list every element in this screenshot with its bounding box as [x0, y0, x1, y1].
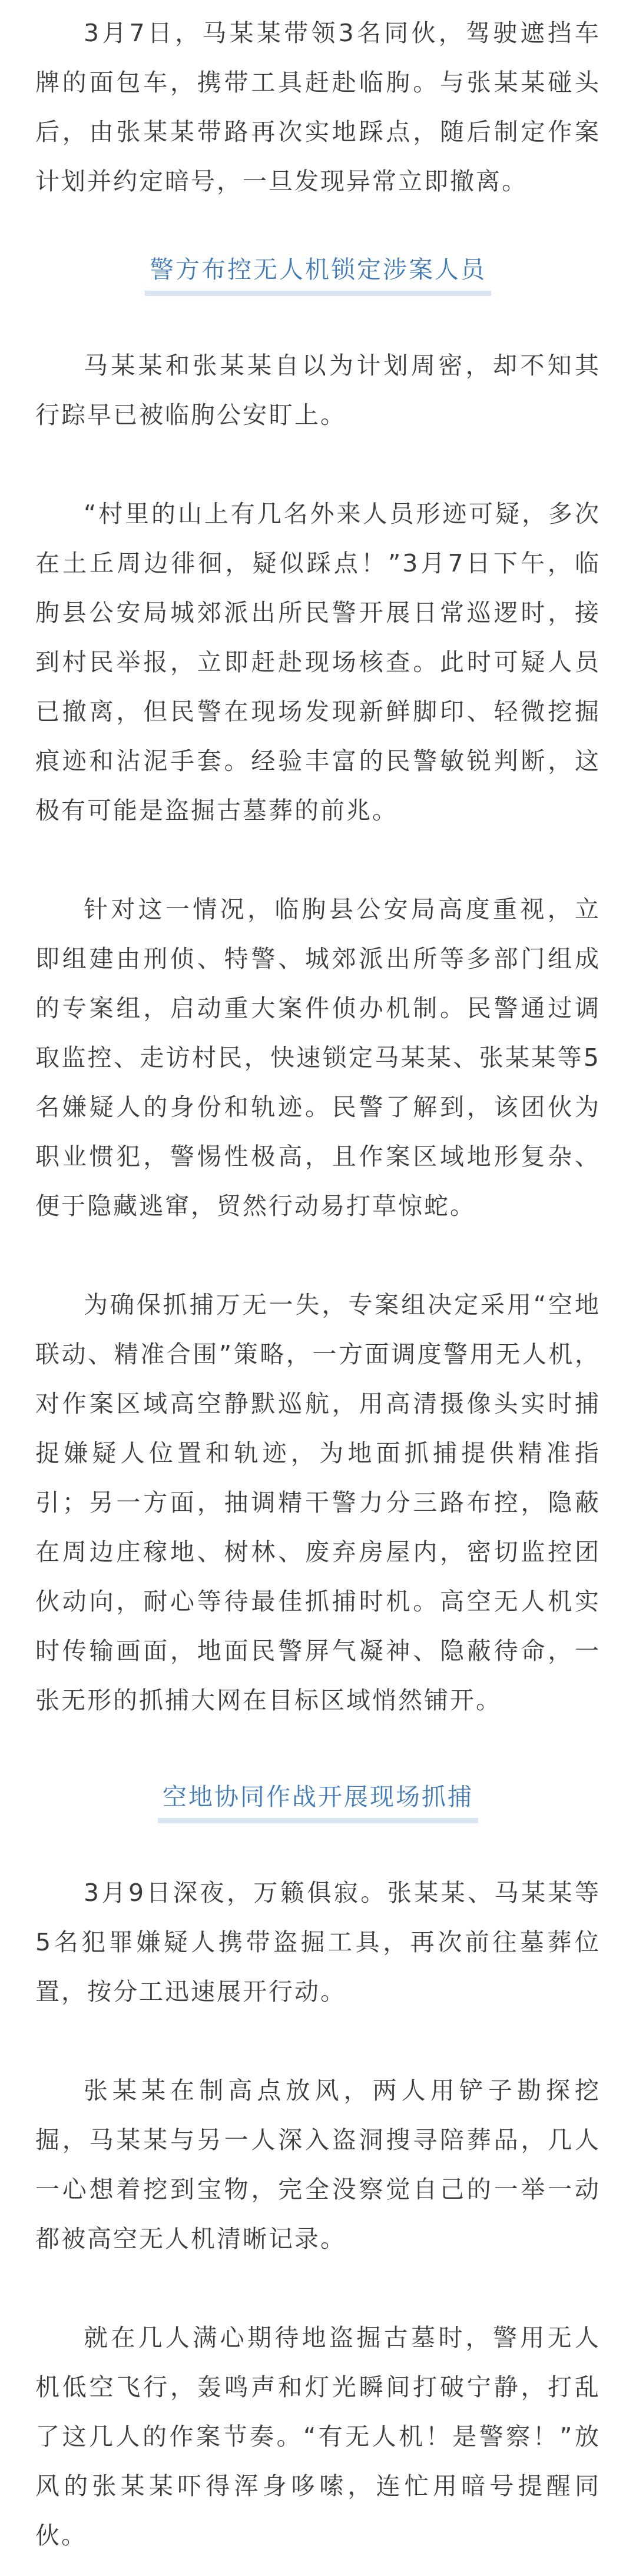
section-heading-2-wrapper	[35, 1779, 601, 1823]
paragraph-6: 3月9日深夜，万籁俱寂。张某某、马某某等5名犯罪嫌疑人携带盗掘工具，再次前往墓葬位置，按分工迅速展开行动。	[35, 1879, 601, 2006]
paragraph-5: 为确保抓捕万无一失，专案组决定采用“空地联动、精准合围”策略，一方面调度警用无人机，对作案区域高空静默巡航，用高清摄像头实时捕捉嫌疑人位置和轨迹，为地面抓捕提供精准指引；另一方面，抽调精干警力分三路布控，隐蔽在周边庄稼地、树林、废弃房屋内，密切监控团伙动向，耐心等待最佳抓捕时机。高空无人机实时传输画面，地面民警屏气凝神、隐蔽待命，一张无形的抓捕大网在目标区域悄然铺开。	[35, 1291, 601, 1714]
paragraph-2: 马某某和张某某自以为计划周密，却不知其行踪早已被临朐公安盯上。	[35, 351, 601, 429]
paragraph-3: “村里的山上有几名外来人员形迹可疑，多次在土丘周边徘徊，疑似踩点！”3月7日下午，临朐县公安局城郊派出所民警开展日常巡逻时，接到村民举报，立即赶赴现场核查。此时可疑人员已撤离，但民警在现场发现新鲜脚印、轻微挖掘痕迹和沾泥手套。经验丰富的民警敏锐判断，这极有可能是盗掘古墓葬的前兆。	[35, 500, 601, 825]
paragraph-4: 针对这一情况，临朐县公安局高度重视，立即组建由刑侦、特警、城郊派出所等多部门组成的专案组，启动重大案件侦办机制。民警通过调取监控、走访村民，快速锁定马某某、张某某等5名嫌疑人的身份和轨迹。民警了解到，该团伙为职业惯犯，警惕性极高，且作案区域地形复杂、便于隐藏逃窜，贸然行动易打草惊蛇。	[35, 895, 601, 1220]
paragraph-1: 3月7日，马某某带领3名同伙，驾驶遮挡车牌的面包车，携带工具赶赴临朐。与张某某碰头后，由张某某带路再次实地踩点，随后制定作案计划并约定暗号，一旦发现异常立即撤离。	[35, 19, 601, 195]
section-heading-1: 警方布控无人机锁定涉案人员	[145, 252, 491, 296]
paragraph-8: 就在几人满心期待地盗掘古墓时，警用无人机低空飞行，轰鸣声和灯光瞬间打破宁静，打乱了这几人的作案节奏。“有无人机！是警察！”放风的张某某吓得浑身哆嗦，连忙用暗号提醒同伙。	[35, 2324, 601, 2550]
section-heading-2: 空地协同作战开展现场抓捕	[158, 1779, 478, 1823]
section-heading-1-wrapper	[35, 252, 601, 296]
article-body	[35, 0, 601, 2560]
paragraph-7: 张某某在制高点放风，两人用铲子勘探挖掘，马某某与另一人深入盗洞搜寻陪葬品，几人一心想着挖到宝物，完全没察觉自己的一举一动都被高空无人机清晰记录。	[35, 2076, 601, 2253]
